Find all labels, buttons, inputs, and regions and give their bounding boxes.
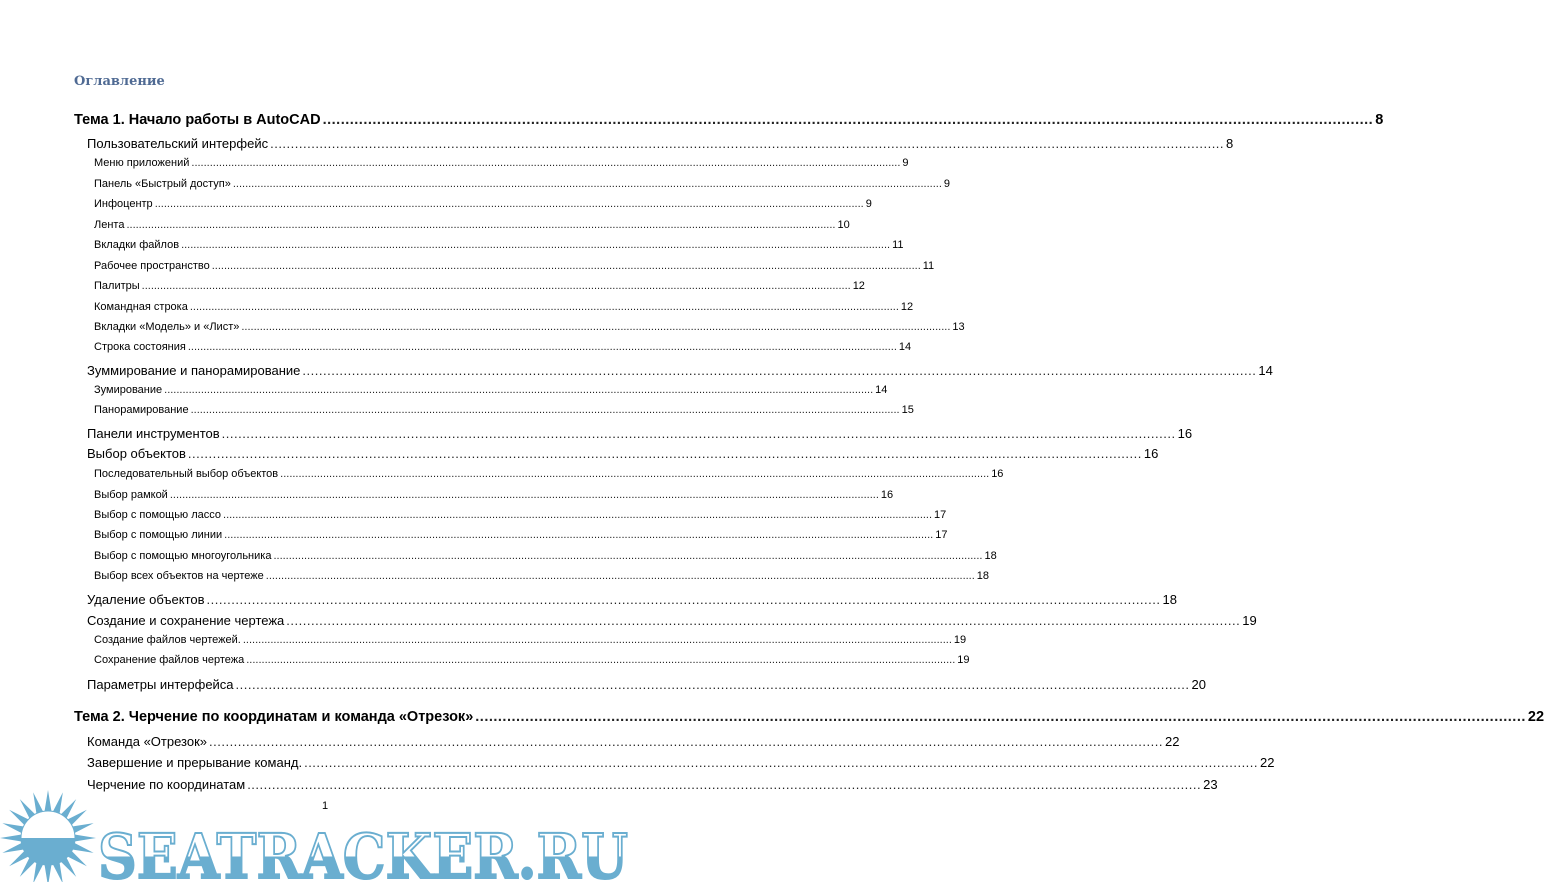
toc-entry-page: 16 [1177,426,1193,441]
leader-dots [181,239,890,251]
toc-entry-text: Удаление объектов [87,592,205,607]
sun-icon [0,790,96,882]
toc-entry-page: 17 [935,529,948,541]
toc-entry[interactable] [87,363,1273,378]
toc-entry-page: 19 [957,654,970,666]
toc-entry-text: Тема 2. Черчение по координатам и команда «Отрезок» [74,709,474,725]
toc-entry-page: 22 [1260,755,1275,770]
toc-entry-page: 22 [1164,734,1180,749]
toc-entry[interactable] [94,321,965,333]
leader-dots [280,468,989,480]
toc-entry[interactable] [94,489,894,501]
toc-entry-text: Выбор всех объектов на чертеже [94,570,264,582]
toc-entry[interactable] [94,280,865,292]
toc-entry-text: Лента [94,219,125,231]
toc-entry-text: Выбор с помощью лассо [94,509,222,521]
toc-entry[interactable] [94,570,990,582]
leader-dots [266,570,975,582]
toc-entry[interactable] [94,509,947,521]
toc-entry-text: Последовательный выбор объектов [94,468,279,480]
toc-entry-page: 18 [1162,592,1177,607]
toc-entry[interactable] [94,178,950,190]
leader-dots [243,634,952,646]
toc-entry-text: Рабочее пространство [94,260,210,272]
toc-entry-page: 9 [902,157,909,169]
sun-ray [44,790,51,812]
toc-entry-text: Тема 1. Начало работы в AutoCAD [74,112,321,128]
leader-dots [190,301,899,313]
toc-entry-text: Завершение и прерывание команд. [87,755,303,770]
toc-entry[interactable] [87,677,1206,692]
leader-dots [207,592,1161,607]
leader-dots [246,654,955,666]
leader-dots [224,529,933,541]
toc-entry-page: 19 [953,634,967,646]
toc-entry-page: 16 [1143,446,1159,461]
leader-dots [191,404,900,416]
leader-dots [188,341,897,353]
leader-dots [286,613,1240,628]
watermark-text: SEATRACKER.RU [98,820,628,882]
toc-entry-page: 11 [922,260,935,272]
sun-ray [44,864,51,882]
toc-entry-text: Сохранение файлов чертежа [94,654,245,666]
toc-entry-page: 8 [1226,136,1234,151]
toc-entry-text: Панорамирование [94,404,189,416]
toc-entry-text: Выбор рамкой [94,489,168,501]
toc-entry[interactable] [94,260,935,272]
toc-entry-page: 12 [900,301,914,313]
toc-entry[interactable] [94,550,997,562]
toc-entry-page: 16 [880,489,894,501]
leader-dots [304,755,1258,770]
toc-entry-page: 14 [875,384,888,396]
toc-entry-text: Строка состояния [94,341,186,353]
toc-entry-text: Создание файлов чертежей. [94,634,241,646]
leader-dots [170,489,879,501]
leader-dots [126,219,835,231]
toc-entry[interactable] [94,198,872,210]
toc-entry-page: 16 [991,468,1004,480]
toc-entry-text: Создание и сохранение чертежа [87,613,285,628]
toc-entry-text: Панель «Быстрый доступ» [94,178,231,190]
toc-entry[interactable] [94,468,1004,480]
toc-entry[interactable] [94,157,909,169]
leader-dots [233,178,942,190]
toc-entry-page: 13 [952,321,965,333]
leader-dots [323,112,1374,128]
toc-entry-text: Вкладки файлов [94,239,180,251]
toc-entry-text: Вкладки «Модель» и «Лист» [94,321,240,333]
toc-entry-text: Черчение по координатам [87,777,246,792]
watermark-logo [0,788,638,882]
toc-entry-text: Выбор объектов [87,446,186,461]
toc-entry[interactable] [94,654,970,666]
toc-entry-text: Инфоцентр [94,198,153,210]
toc-entry[interactable] [87,755,1275,770]
toc-entry[interactable] [87,426,1193,441]
toc-entry-text: Выбор с помощью многоугольника [94,550,272,562]
toc-entry-page: 10 [837,219,850,231]
leader-dots [236,677,1190,692]
toc-entry-text: Выбор с помощью линии [94,529,223,541]
toc-entry-text: Пользовательский интерфейс [87,136,269,151]
toc-entry-text: Параметры интерфейса [87,677,234,692]
toc-entry[interactable] [87,446,1159,461]
toc-entry[interactable] [94,384,888,396]
toc-entry-text: Команда «Отрезок» [87,734,208,749]
toc-entry-text: Командная строка [94,301,188,313]
page-number: 1 [322,800,329,812]
toc-entry[interactable] [94,239,904,251]
toc-entry-text: Панели инструментов [87,426,220,441]
toc-entry-page: 14 [1258,363,1273,378]
toc-entry-text: Зуммирование и панорамирование [87,363,301,378]
toc-entry-page: 22 [1527,709,1544,725]
leader-dots [212,260,921,272]
sun-ray [0,834,22,841]
toc-entry[interactable] [94,341,912,353]
leader-dots [191,157,900,169]
leader-dots [188,446,1142,461]
toc-entry[interactable] [94,219,850,231]
toc-entry-page: 15 [901,404,914,416]
toc-entry[interactable] [94,529,948,541]
toc-entry-text: Палитры [94,280,140,292]
toc-entry-page: 11 [892,239,904,251]
toc-entry[interactable] [87,592,1177,607]
toc-entry[interactable] [87,136,1234,151]
leader-dots [155,198,864,210]
leader-dots [164,384,873,396]
toc-entry-page: 18 [984,550,997,562]
leader-dots [223,509,932,521]
leader-dots [209,734,1163,749]
toc-entry[interactable] [87,734,1180,749]
toc-entry[interactable] [74,112,1384,128]
toc-entry-text: Меню приложений [94,157,190,169]
leader-dots [273,550,982,562]
leader-dots [302,363,1256,378]
leader-dots [222,426,1176,441]
toc-entry-page: 9 [865,198,872,210]
toc-entry-page: 20 [1191,677,1206,692]
toc-entry-text: Зумирование [94,384,163,396]
leader-dots [475,709,1526,725]
leader-dots [142,280,851,292]
toc-entry-page: 17 [934,509,947,521]
toc-entry-page: 12 [852,280,865,292]
toc-entry-page: 14 [898,341,912,353]
toc-entry[interactable] [87,613,1257,628]
toc-entry-page: 9 [943,178,950,190]
leader-dots [270,136,1224,151]
toc-entry-page: 19 [1242,613,1257,628]
toc-title: Оглавление [74,74,165,89]
toc-entry-page: 18 [976,570,990,582]
sun-ray [74,834,96,841]
toc-entry-page: 8 [1375,112,1384,128]
toc-entry[interactable] [74,709,1544,725]
toc-entry-page: 23 [1203,777,1218,792]
leader-dots [241,321,950,333]
toc-entry[interactable] [94,301,914,313]
toc-entry[interactable] [94,634,967,646]
toc-entry[interactable] [94,404,914,416]
